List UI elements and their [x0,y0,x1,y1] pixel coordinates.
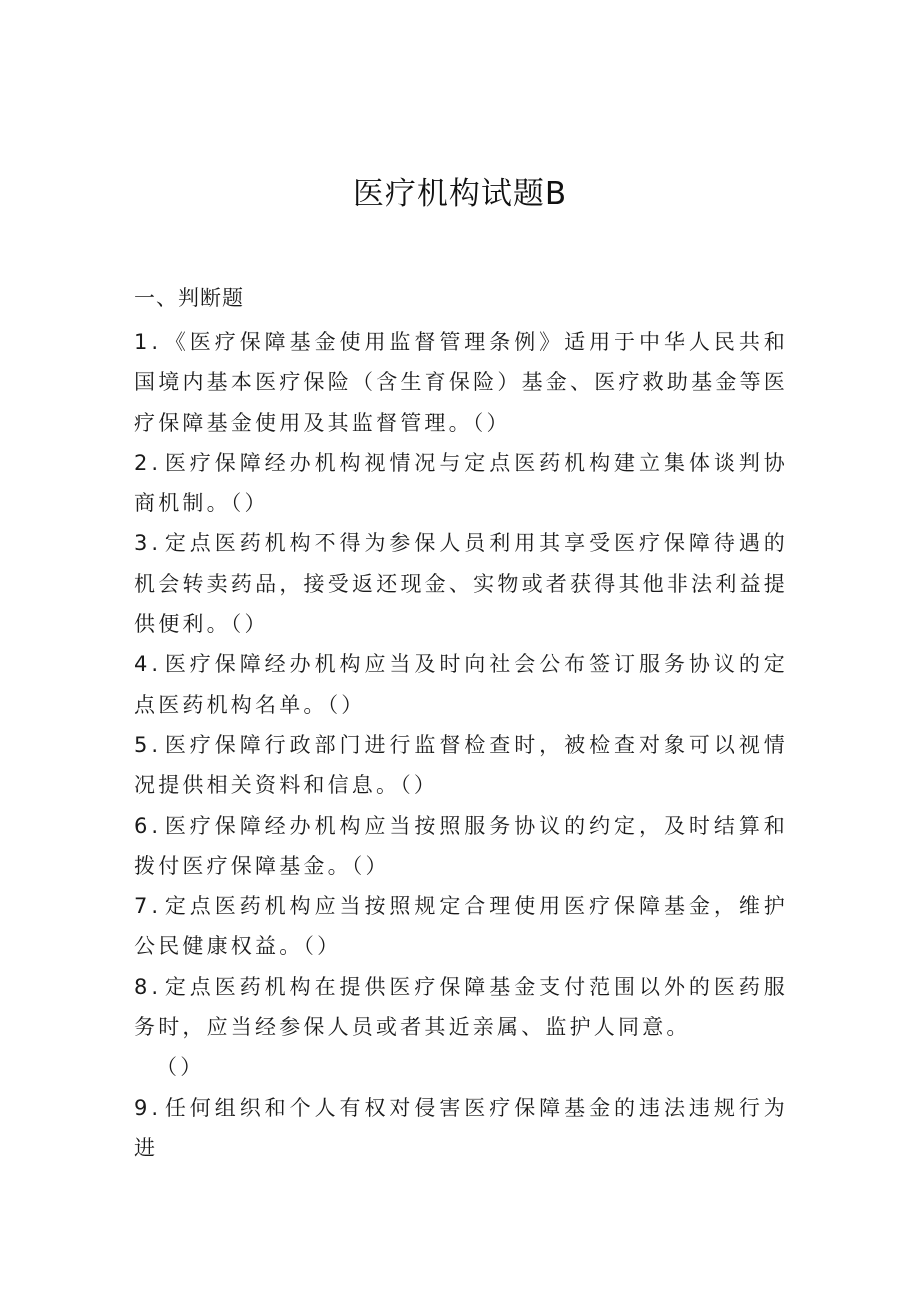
question-number: 7 [134,894,148,919]
question-text: 《医疗保障基金使用监督管理条例》适用于中华人民共和国境内基本医疗保险（含生育保险）基金、医疗救助基金等医疗保障基金使用及其监督管理。（） [134,330,788,435]
question-text: 定点医药机构不得为参保人员利用其享受医疗保障待遇的机会转卖药品，接受返还现金、实物或者获得其他非法利益提供便利。（） [134,531,788,637]
question-answer-blank: （） [156,1055,205,1080]
section-heading: 一、判断题 [134,286,244,310]
question-item: 9 . 任何组织和个人有权对侵害医疗保障基金的违法违规行为进 [134,1095,788,1160]
page-title: 医疗机构试题B [352,176,568,212]
question-text: 定点医药机构在提供医疗保障基金支付范围以外的医药服务时，应当经参保人员或者其近亲属、监护人同意。 [134,974,788,1040]
question-text: 医疗保障经办机构视情况与定点医药机构建立集体谈判协商机制。（） [134,450,788,516]
question-number: 9 [134,1095,148,1120]
question-text: 医疗保障经办机构应当按照服务协议的约定，及时结算和拨付医疗保障基金。（） [134,813,788,878]
question-number: 6 [134,813,148,838]
question-text: 医疗保障行政部门进行监督检查时，被检查对象可以视情况提供相关资料和信息。（） [134,732,788,798]
question-item: 4 . 医疗保障经办机构应当及时向社会公布签订服务协议的定点医药机构名单。（） [134,652,788,717]
question-number: 2 [134,450,148,475]
question-text: 定点医药机构应当按照规定合理使用医疗保障基金，维护公民健康权益。（） [134,894,788,959]
question-item: 8 . 定点医药机构在提供医疗保障基金支付范围以外的医药服务时，应当经参保人员或者其近亲属、监护人同意。 （） [134,967,788,1088]
question-text: 医疗保障经办机构应当及时向社会公布签订服务协议的定点医药机构名单。（） [134,652,788,717]
question-number: 4 [134,652,148,677]
question-item: 7 . 定点医药机构应当按照规定合理使用医疗保障基金，维护公民健康权益。（） [134,894,788,959]
question-text: 任何组织和个人有权对侵害医疗保障基金的违法违规行为进 [134,1095,788,1160]
question-number: 5 [134,732,148,757]
question-list [134,322,788,1168]
question-item: 3 . 定点医药机构不得为参保人员利用其享受医疗保障待遇的机会转卖药品，接受返还现金、实物或者获得其他非法利益提供便利。（） [134,531,788,637]
question-item: 6 . 医疗保障经办机构应当按照服务协议的约定，及时结算和拨付医疗保障基金。（） [134,813,788,878]
question-item: 1 . 《医疗保障基金使用监督管理条例》适用于中华人民共和国境内基本医疗保险（含生育保险）基金、医疗救助基金等医疗保障基金使用及其监督管理。（） [134,330,788,435]
question-item: 5 . 医疗保障行政部门进行监督检查时，被检查对象可以视情况提供相关资料和信息。（） [134,732,788,798]
question-item: 2 . 医疗保障经办机构视情况与定点医药机构建立集体谈判协商机制。（） [134,450,788,516]
question-number: 1 [134,330,148,354]
question-number: 3 [134,531,148,556]
question-number: 8 [134,974,148,999]
